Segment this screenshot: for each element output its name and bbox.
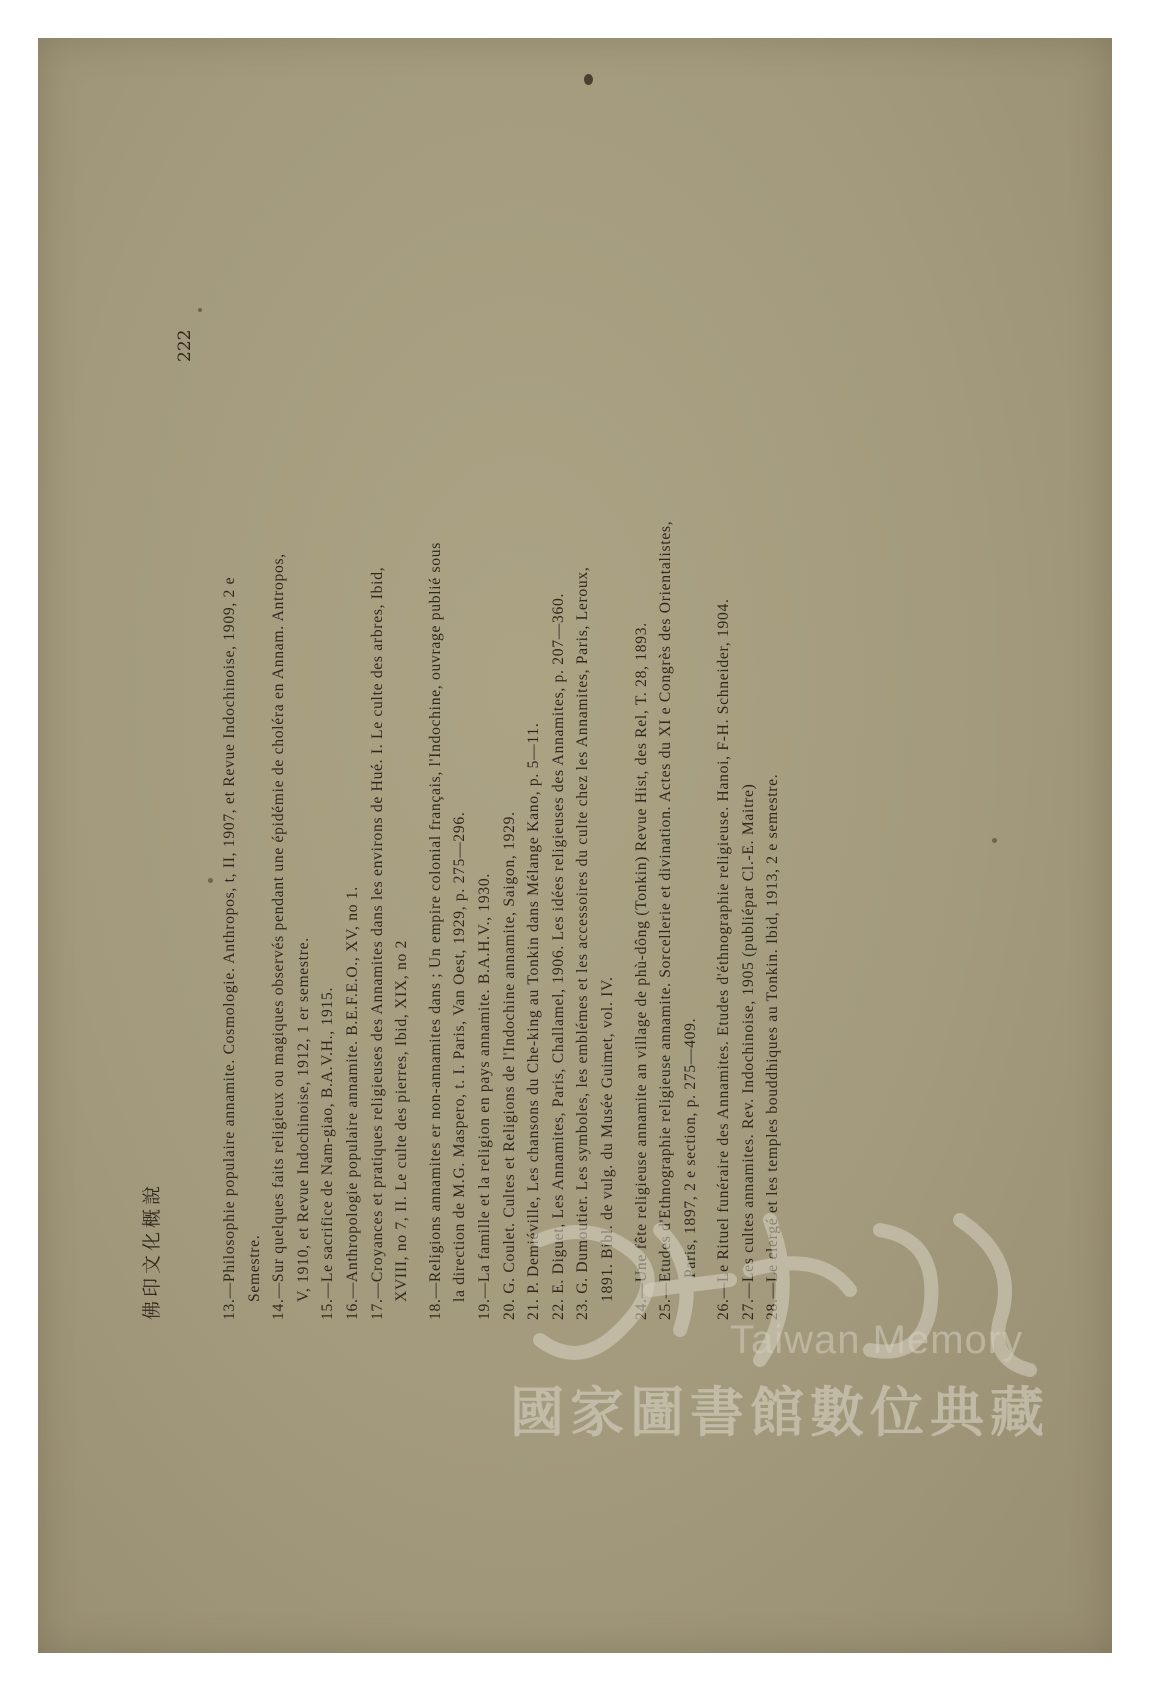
reference-text: P. Demiéville, Les chansons du Che-king au Tonkin dans Mélange Kano, p. 5—11. <box>525 722 543 1294</box>
reference-number: 13.— <box>221 1282 238 1320</box>
reference-item <box>267 240 316 1320</box>
reference-first-line <box>522 240 547 1320</box>
reference-number: 28.— <box>764 1282 782 1320</box>
ink-spot <box>584 74 593 85</box>
reference-item <box>341 240 366 1320</box>
reference-continuation: la direction de M.G. Maspero, t. I. Paris, Van Oest, 1929, p. 275—296. <box>451 811 469 1302</box>
reference-first-line <box>712 240 737 1320</box>
reference-first-line <box>654 240 679 1320</box>
reference-first-line <box>267 240 292 1320</box>
reference-item <box>547 240 572 1320</box>
reference-number: 24.— <box>632 1282 650 1320</box>
reference-text: Philosophie populaire annamite. Cosmologie. Anthropos, t, II, 1907, et Revue Indochinoise, 1909, 2 e <box>221 576 238 1283</box>
page-number: 222 <box>175 329 195 362</box>
reference-text: E. Diguet, Les Annamites, Paris, Challamel, 1906. Les idées religieuses des Annamites, p. 207—360. <box>549 592 567 1294</box>
reference-number: 27.— <box>739 1282 757 1320</box>
reference-number: 21. <box>525 1293 543 1320</box>
reference-item <box>366 240 415 1320</box>
reference-number: 15.— <box>319 1282 337 1320</box>
reference-first-line <box>547 240 572 1320</box>
reference-item <box>473 240 498 1320</box>
reference-text: Croyances et pratiques religieuses des Annamites dans les environs de Hué. I. Le culte des arbres, Ibid, <box>368 566 386 1283</box>
reference-item <box>424 240 473 1320</box>
rotated-page-content <box>121 190 1024 1470</box>
reference-first-line <box>316 240 341 1320</box>
reference-continuation: Semestre. <box>245 1234 263 1302</box>
reference-item <box>218 240 267 1320</box>
reference-first-line <box>498 240 523 1320</box>
reference-item <box>737 240 762 1320</box>
reference-text: Sur quelques faits religieux ou magiques observés pendant une épidémie de choléra en Annam. Antropos, <box>270 553 288 1283</box>
reference-number: 18.— <box>426 1282 444 1320</box>
reference-text: Le Rituel funéraire des Annamites. Etudes d'éthnographie religieuse. Hanoi, F-H. Schneider, 1904. <box>715 598 733 1283</box>
reference-text: Etudes d'Ethnographie religieuse annamite. Sorcellerie et divination. Actes du XI e Congrès des Orientalistes, <box>657 520 675 1283</box>
reference-text: Les cultes annamites. Rev. Indochinoise, 1905 (publiépar Cl.-E. Maitre) <box>739 783 757 1283</box>
reference-first-line <box>737 240 762 1320</box>
reference-number: 22. <box>549 1293 567 1320</box>
reference-continuation: Paris, 1897, 2 e section, p. 275—409. <box>681 1017 699 1278</box>
reference-number: 25.— <box>657 1282 675 1320</box>
page-header <box>121 190 195 1470</box>
reference-first-line <box>473 240 498 1320</box>
reference-text: La famille et la religion en pays annamite. B.A.H.V., 1930. <box>475 873 493 1283</box>
reference-list <box>218 240 786 1320</box>
reference-number: 19.— <box>475 1282 493 1320</box>
reference-number: 26.— <box>715 1282 733 1320</box>
reference-number: 20. <box>500 1293 518 1320</box>
reference-continuation: V, 1910, et Revue Indochinoise, 1912, 1 er semestre. <box>294 937 312 1302</box>
reference-first-line <box>761 240 786 1320</box>
reference-number: 14.— <box>270 1282 288 1320</box>
reference-item <box>630 240 655 1320</box>
reference-text: Le sacrifice de Nam-giao, B.A.V.H., 1915. <box>319 986 337 1283</box>
reference-item <box>498 240 523 1320</box>
reference-item <box>522 240 547 1320</box>
reference-number: 16.— <box>343 1282 361 1320</box>
reference-item <box>571 240 620 1320</box>
reference-first-line <box>424 240 449 1320</box>
watermark-chinese: 國家圖書館數位典藏 <box>510 1381 1050 1444</box>
reference-continuation: 1891. Bibl. de vulg. du Musée Guimet, vol. IV. <box>598 976 616 1302</box>
reference-text: Une fête religieuse annamite an village de phù-dông (Tonkin) Revue Hist, des Rel, T. 28, 1893. <box>632 622 650 1283</box>
reference-item <box>761 240 786 1320</box>
reference-first-line <box>341 240 366 1320</box>
reference-text: G. Dumoutier. Les symboles, les emblémes et les accessoires du culte chez les Annamites, Paris, Leroux, <box>574 566 592 1294</box>
reference-first-line <box>218 240 243 1320</box>
reference-text: Religions annamites er non-annamites dans ; Un empire colonial français, l'Indochine, ouvrage publié sous <box>426 541 444 1283</box>
reference-first-line <box>366 240 391 1320</box>
watermark-english: Taiwan Memory <box>730 1318 1024 1362</box>
reference-number: 17.— <box>368 1282 386 1320</box>
reference-item <box>654 240 703 1320</box>
reference-item <box>712 240 737 1320</box>
book-title: 佛印文化概說 <box>141 1181 163 1320</box>
reference-continuation: XVIII, no 7, II. Le culte des pierres, Ibid, XIX, no 2 <box>393 939 411 1302</box>
reference-text: G. Coulet. Cultes et Religions de l'Indochine annamite, Saigon, 1929. <box>500 811 518 1294</box>
reference-number: 23. <box>574 1293 592 1320</box>
reference-first-line <box>630 240 655 1320</box>
reference-item <box>316 240 341 1320</box>
reference-text: Le clergé et les temples bouddhiques au Tonkin. Ibid, 1913, 2 e semestre. <box>764 773 782 1283</box>
reference-first-line <box>571 240 596 1320</box>
reference-text: Anthropologie populaire annamite. B.E.F.E.O., XV, no 1. <box>343 886 361 1283</box>
